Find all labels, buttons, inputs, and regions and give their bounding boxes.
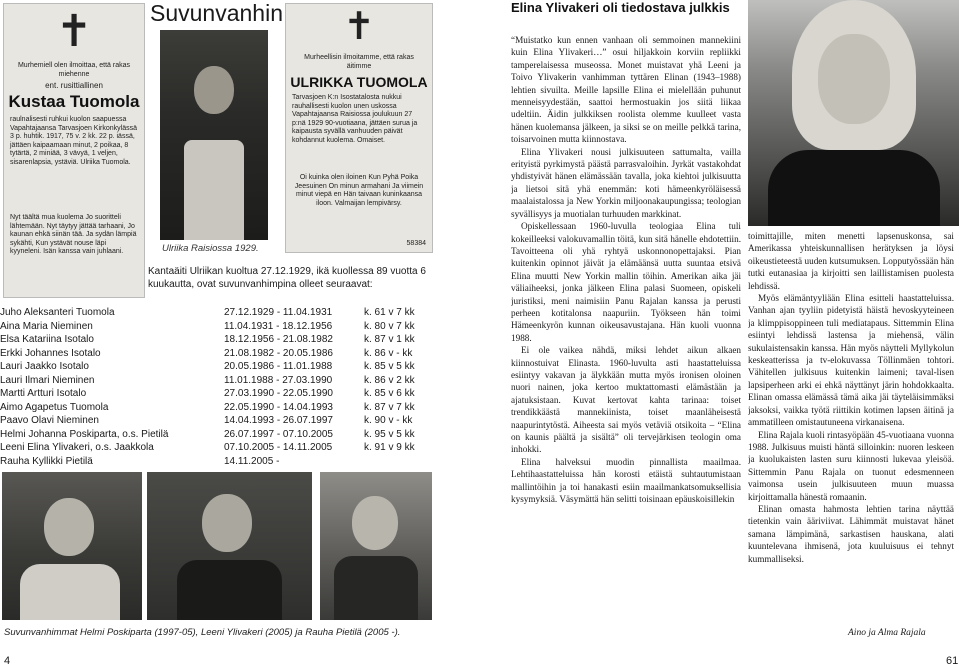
article-paragraph: Elinan omasta hahmosta lehtien tarina näyttää tietenkin vain ääriviivat. Lähimmät muistavat hänet samana lämpimänä, sarkastisen hauskana, alati kuuntelevana ihmisenä, jota kuuluisuus ei tehnyt kummalliseksi.: [748, 503, 954, 564]
page-title: Suvunvanhin: [150, 0, 283, 26]
elder-row: [0, 456, 424, 470]
clipping-intro: Murheellisin ilmoitamme, että rakas äitimme: [304, 54, 414, 70]
elder-age: k. 91 v 9 kk: [364, 442, 415, 453]
photo-helmi-poskiparta: [2, 472, 142, 620]
elder-age: [364, 456, 424, 470]
elder-dates: 22.05.1990 - 14.04.1993: [224, 401, 333, 413]
page-number-right: 61: [946, 655, 959, 667]
photo-rauha-pietila: [320, 472, 432, 620]
elder-dates: 11.04.1931 - 18.12.1956: [224, 320, 333, 332]
article-paragraph: Myös elämäntyyliään Elina esitteli haastatteluissa. Vanhan ajan tyyliin pidetyistä häistä hevoskyyteineen ja klimppisoppineen tuli mediatapaus. Sittemmin Elina esiintyi lehdissä lastensa ja miehensä, välin sukulaistensakin kanssa. Hän myös näytteli Myllykolun keskeatterissa ja tv-elokuvassa Töllinmäen tohtori. Vähitellen julkisuus kuitenkin laimeni; taval-lisen lapsiperheen arki ei ehkä näyttänyt järin hohdokkaalta. Elinan omassa elämässä tämä aika jäi täyteläisimmäksi jaksoksi, vaikka työtä riittikin kotimen lapsen äitinä ja ammatilleen omistautuneena virkanaisena.: [748, 293, 954, 428]
elder-age: k. 86 v 2 kk: [364, 374, 415, 386]
clipping-verse: Nyt täältä mua kuolema Jo suoritteli lähtemään. Nyt täytyy jättää tarhaani, Jo kaunan ehkä siinän tää. Ja sydän lämpiä sykähti, Kun ystävät nouse läpi kyyneleni. Isän kanssa vain juhlaani.: [10, 214, 137, 255]
elder-dates: 20.05.1986 - 11.01.1988: [224, 361, 333, 372]
photo-body: [334, 556, 418, 620]
elder-name: Helmi Johanna Poskiparta, o.s. Pietilä: [0, 428, 169, 440]
elder-row: [0, 388, 424, 402]
article-title: Elina Ylivakeri oli tiedostava julkkis: [511, 0, 730, 15]
article-paragraph: Elina halveksui muodin pinnallista maailmaa. Lehtihaastatteluissa hän korosti etäistä suhtautumistaan mallintöihin ja toi hanakasti esiin maailmankatsomuksellisia kysymyksiä. Väsymättä hän selitti toisinaan epäuskoisillekin: [511, 456, 741, 505]
clipping-name: Kustaa Tuomola: [8, 92, 140, 111]
elder-row: [0, 334, 424, 348]
elder-age: k. 80 v 7 kk: [364, 320, 415, 332]
obituary-clipping-kustaa: [3, 3, 145, 298]
elder-row: [0, 321, 424, 335]
portrait-apron: [184, 140, 244, 240]
elder-row: [0, 442, 424, 456]
clipping-body: Tarvasjoen K:n Isostatalosta nukkui rauhallisesti kuolon unen uskossa Vapahtajaansa Raisiossa joulukuun 27 p:nä 1929 90-vuotiaana, jättäen surua ja kaipausta syvällä vanhuuden päivät kohdannut kuolema. Omaiset.: [292, 94, 418, 144]
article-paragraph: Ei ole vaikea nähdä, miksi lehdet aikun alkaen kiinnostuivat Elinasta. 1960-luvulta asti haastatteluissa esiintyy vakavan ja älykkään mutta myös ironisen oloinen nuori nainen, joka kertoo muktattomasti elämästään ja ajatuksistaan. Kuvat kertovat kahta tarinaa: toiset trendikkäästä mannekiinista, toiset maanläheisestä naapurintytöstä. Aiheesta sai myös vetäviä otsikoita – “Elina on kaunis päältä ja sisältä” oli tervejärkisen teologin oma inhokki.: [511, 345, 741, 455]
elina-portrait-photo: [748, 0, 959, 226]
bottom-photo-caption: Suvunvanhimmat Helmi Poskiparta (1997-05), Leeni Ylivakeri (2005) ja Rauha Pietilä (2005 -).: [4, 627, 401, 638]
clipping-name: ULRIKKA TUOMOLA: [290, 74, 428, 90]
clipping-body: raulnalisesti ruhkui kuolon saapuessa Vapahtajaansa Tarvasjoen Kirkonkylässä 3 p. huhtik. 1917, 75 v. 2 kk. 22 p. iässä, jättäen kaipaamaan minut, 2 poikaa, 8 tytärtä, 2 miniää, 3 vävyä, 1 veljen, sisarenlapsia, ystäviä. Ulriika Tuomola.: [10, 116, 137, 166]
page-number-left: 4: [4, 655, 11, 667]
photo-face: [202, 494, 252, 552]
elder-dates: 26.07.1997 - 07.10.2005: [224, 428, 333, 440]
elder-row: [0, 375, 424, 389]
elder-name: Lauri Ilmari Nieminen: [0, 374, 95, 386]
elder-name: Juho Aleksanteri Tuomola: [0, 307, 115, 318]
ulriika-portrait-photo: [160, 30, 268, 240]
photo-leeni-ylivakeri: [147, 472, 312, 620]
elder-dates: 27.12.1929 - 11.04.1931: [224, 307, 333, 318]
elder-row: [0, 348, 424, 362]
photo-body: [20, 564, 120, 620]
clipping-number: 58384: [406, 240, 426, 247]
portrait-face: [194, 66, 234, 114]
article-column-2: [748, 230, 954, 628]
elder-dates: 27.03.1990 - 22.05.1990: [224, 388, 333, 399]
elder-name: Aimo Agapetus Tuomola: [0, 401, 109, 413]
elders-table: [0, 307, 424, 469]
photo-face: [352, 496, 398, 550]
elder-name: Martti Artturi Isotalo: [0, 388, 87, 399]
article-signature: Aino ja Alma Rajala: [848, 628, 926, 638]
elder-age: k. 87 v 1 kk: [364, 334, 415, 345]
article-paragraph: “Muistatko kun ennen vanhaan oli semmoinen mannekiini kuin Elina Ylivakeri…” osui hiljakkoin korviin repliikki tamperelaisessa museossa. Monet muistavat yhä Leeni ja Toivo Ylivakerin vanhimman tyttären Elinan (1943–1988) lehtien sivuilta. Meille lapsille Elina ei mielellään puhunut menneisyydestään, saattoi hermostuakin jos siitä liikaa udeltiin. Äidin julkkiksen roolista olemme kuulleet vasta hänen kuolemansa jälkeen, ja siksi se on meille pelkkä tarina, toisarvoinen mutta kiinnostava.: [511, 35, 741, 145]
article-paragraph: Opiskellessaan 1960-luvulla teologiaa Elina tuli kokeilleeksi valokuvamallin töitä, kun sitä hänelle ehdotettiin. Tavoitteena oli yhä ryhtyä uskonnonopettajaksi. Pian kuitenkin opinnot jäivät ja elämäänsä uutta suuntaa etsivä Elina muutti New Yorkin mallin töihin. Amerikan aika jäi väliaiheeksi, jonka jälkeen Elina palasi Suomeen, opiskeli juristiksi, meni naimisiin Panu Rajalan kanssa ja perusti perheen kotitalonsa naapuriin. Työkseen hän toimi Hämeenkyrön kunnan oikeusavustajana. Hän kuoli vuonna 1988.: [511, 221, 741, 343]
clipping-verse: Oi kuinka olen iloinen Kun Pyhä Poika Jeesuinen On minun armahani Ja viimein minut viepä en Hän taivaan kuninkaansa iloon. Valmaijan lempivärsy.: [294, 174, 424, 207]
elder-age: k. 87 v 7 kk: [364, 401, 415, 413]
elder-dates: 14.11.2005 -: [224, 455, 280, 467]
elder-dates: 07.10.2005 - 14.11.2005: [224, 442, 333, 453]
photo-face: [44, 498, 94, 556]
elder-name: Erkki Johannes Isotalo: [0, 347, 101, 359]
elder-age: k. 61 v 7 kk: [364, 307, 415, 318]
photo-body: [177, 560, 282, 620]
article-paragraph: Elina Ylivakeri nousi julkisuuteen sattumalta, vailla erityistä pyrkimystä päästä parrasvaloihin. Jyrkät vastakohdat yhdistyivät hänen elämässään tavalla, joka kiehtoi julkisuutta ja lietsoi sitä yhä enemmän: koti hämeenkyröläisessä maalaistalossa ja New Yorkin miljoonakaupungissa; teologian syvällisyys ja muotialan turhuuden markkinat.: [511, 146, 741, 219]
elder-dates: 11.01.1988 - 27.03.1990: [224, 374, 333, 386]
article-column-1: [511, 34, 741, 644]
elder-name: Aina Maria Nieminen: [0, 320, 93, 332]
elder-row: [0, 429, 424, 443]
elder-name: Rauha Kyllikki Pietilä: [0, 455, 93, 467]
cross-icon: ✝: [55, 7, 93, 56]
elder-age: k. 85 v 5 kk: [364, 361, 415, 372]
elder-name: Leeni Elina Ylivakeri, o.s. Jaakkola: [0, 442, 154, 453]
article-paragraph: toimittajille, miten menetti lapsenuskonsa, sai Amerikassa yhteiskunnallisen herätyksen ja löysi oikeustieteestä uuden kutsumuksen. Lopputyössään hän tutki eutanasiaa ja kirjoitti sen laillistamisen puolesta lehdissä.: [748, 231, 954, 291]
elder-row: [0, 307, 424, 321]
elders-intro-text: Kantaäiti Ulriikan kuoltua 27.12.1929, ikä kuollessa 89 vuotta 6 kuukautta, ovat suvunvanhimpina olleet seuraavat:: [148, 266, 426, 290]
elder-age: k. 85 v 6 kk: [364, 388, 415, 399]
elder-row: [0, 415, 424, 429]
portrait-jacket: [768, 150, 940, 226]
elder-dates: 21.08.1982 - 20.05.1986: [224, 347, 333, 359]
elder-name: Paavo Olavi Nieminen: [0, 415, 99, 426]
elder-row: [0, 361, 424, 375]
article-paragraph: Elina Rajala kuoli rintasyöpään 45-vuotiaana vuonna 1988. Julkisuus muisti häntä silloinkin: nuoren leskeen ja kuolukaisten lasten suru kiinnosti lukevaa yleisöä. Sittemmin Panu Rajala on tuonut edesmenneen vaimonsa usein julkisuuteen muun muassa kirjoittamalla hänestä romaanin.: [748, 429, 954, 502]
elder-dates: 14.04.1993 - 26.07.1997: [224, 415, 333, 426]
elder-name: Elsa Katariina Isotalo: [0, 334, 94, 345]
elder-row: [0, 402, 424, 416]
obituary-clipping-ulrikka: [285, 3, 433, 253]
cross-icon: ✝: [343, 6, 375, 48]
elder-name: Lauri Jaakko Isotalo: [0, 361, 89, 372]
elder-age: k. 90 v - kk: [364, 415, 413, 426]
elder-age: k. 95 v 5 kk: [364, 428, 415, 440]
portrait-face: [818, 34, 890, 124]
clipping-intro: Murhemiell olen ilmoittaa, että rakas miehenne: [17, 62, 131, 78]
clipping-honorific: ent. rusittiallinen: [45, 81, 103, 90]
elder-age: k. 86 v - kk: [364, 347, 413, 359]
elder-dates: 18.12.1956 - 21.08.1982: [224, 334, 333, 345]
ulriika-photo-caption: Ulriika Raisiossa 1929.: [162, 243, 259, 254]
